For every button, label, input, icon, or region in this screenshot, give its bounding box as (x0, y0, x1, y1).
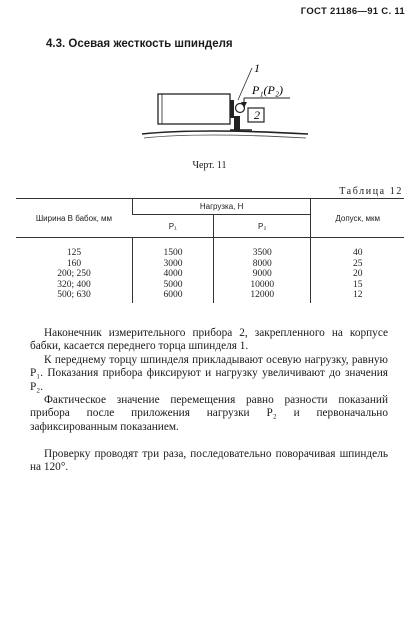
bed-line (142, 131, 308, 134)
cell-tolerance: 20 (311, 269, 404, 280)
table-row (16, 259, 404, 270)
header-load: Нагрузка, Н (132, 199, 311, 215)
bed-hatch-line (144, 135, 306, 138)
cell-p1: 4000 (132, 269, 213, 280)
cell-width: 500; 630 (57, 290, 91, 300)
cell-p2: 8000 (214, 259, 311, 270)
cell-p2: 3500 (214, 238, 311, 259)
header-p1: P₁ (132, 215, 213, 238)
table-row (16, 280, 404, 291)
force-arrow-head (241, 102, 247, 108)
paragraph-2 (30, 354, 388, 394)
cell-p1: 3000 (132, 259, 213, 270)
cell-tolerance: 40 (311, 238, 404, 259)
header-tolerance: Допуск, мкм (311, 199, 404, 238)
paragraph-3-text: Фактическое значение перемещения равно разности показаний прибора после приложения нагрузки P₂ и первоначально зафиксированным показанием. (30, 394, 388, 433)
cell-width: 320; 400 (57, 279, 91, 290)
figure-label-force: P₁(P₂) (252, 83, 283, 97)
spindle-drawing (140, 58, 310, 150)
spindle-figure (140, 58, 310, 150)
cell-width: 200; 250 (57, 269, 91, 279)
cell-p1: 5000 (132, 280, 213, 291)
section-title: 4.3. Осевая жесткость шпинделя (46, 38, 233, 50)
cell-p2: 10000 (214, 280, 311, 291)
document-header: ГОСТ 21186—91 С. 11 (300, 6, 405, 17)
table-label: Таблица 12 (339, 186, 403, 197)
spindle-nose (230, 100, 234, 118)
cell-tolerance: 12 (311, 290, 404, 303)
cell-tolerance: 15 (311, 280, 404, 291)
header-width: Ширина B бабок, мм (16, 199, 132, 238)
data-table (16, 198, 404, 303)
cell-p2: 9000 (214, 269, 311, 280)
paragraph-2-text: К переднему торцу шпинделя прикладывают осевую нагрузку, равную P₁. Показания прибора фиксируют и нагрузку увеличивают до значения P₂. (30, 354, 388, 393)
paragraph-4 (30, 448, 388, 475)
cell-p2: 12000 (214, 290, 311, 303)
paragraph-1 (30, 327, 388, 354)
leader-line-1 (238, 68, 252, 100)
cell-p1: 6000 (132, 290, 213, 303)
figure-caption: Черт. 11 (192, 160, 227, 171)
cell-width: 125 (66, 248, 82, 258)
paragraph-4-text: Проверку проводят три раза, последовательно поворачивая шпиндель на 120°. (30, 448, 388, 474)
table-row (16, 269, 404, 280)
figure-label-1: 1 (254, 61, 260, 75)
cell-p1: 1500 (132, 238, 213, 259)
cell-tolerance: 25 (311, 259, 404, 270)
cell-width: 160 (66, 258, 82, 269)
indicator-stand (234, 116, 240, 130)
table-row (16, 238, 404, 259)
table-row (16, 290, 404, 303)
spindle-body (158, 94, 230, 124)
figure-label-2: 2 (254, 108, 260, 122)
paragraph-1-text: Наконечник измерительного прибора 2, закрепленного на корпусе бабки, касается переднего торца шпинделя 1. (30, 327, 388, 353)
header-p2: P₂ (214, 215, 311, 238)
paragraph-3 (30, 394, 388, 434)
